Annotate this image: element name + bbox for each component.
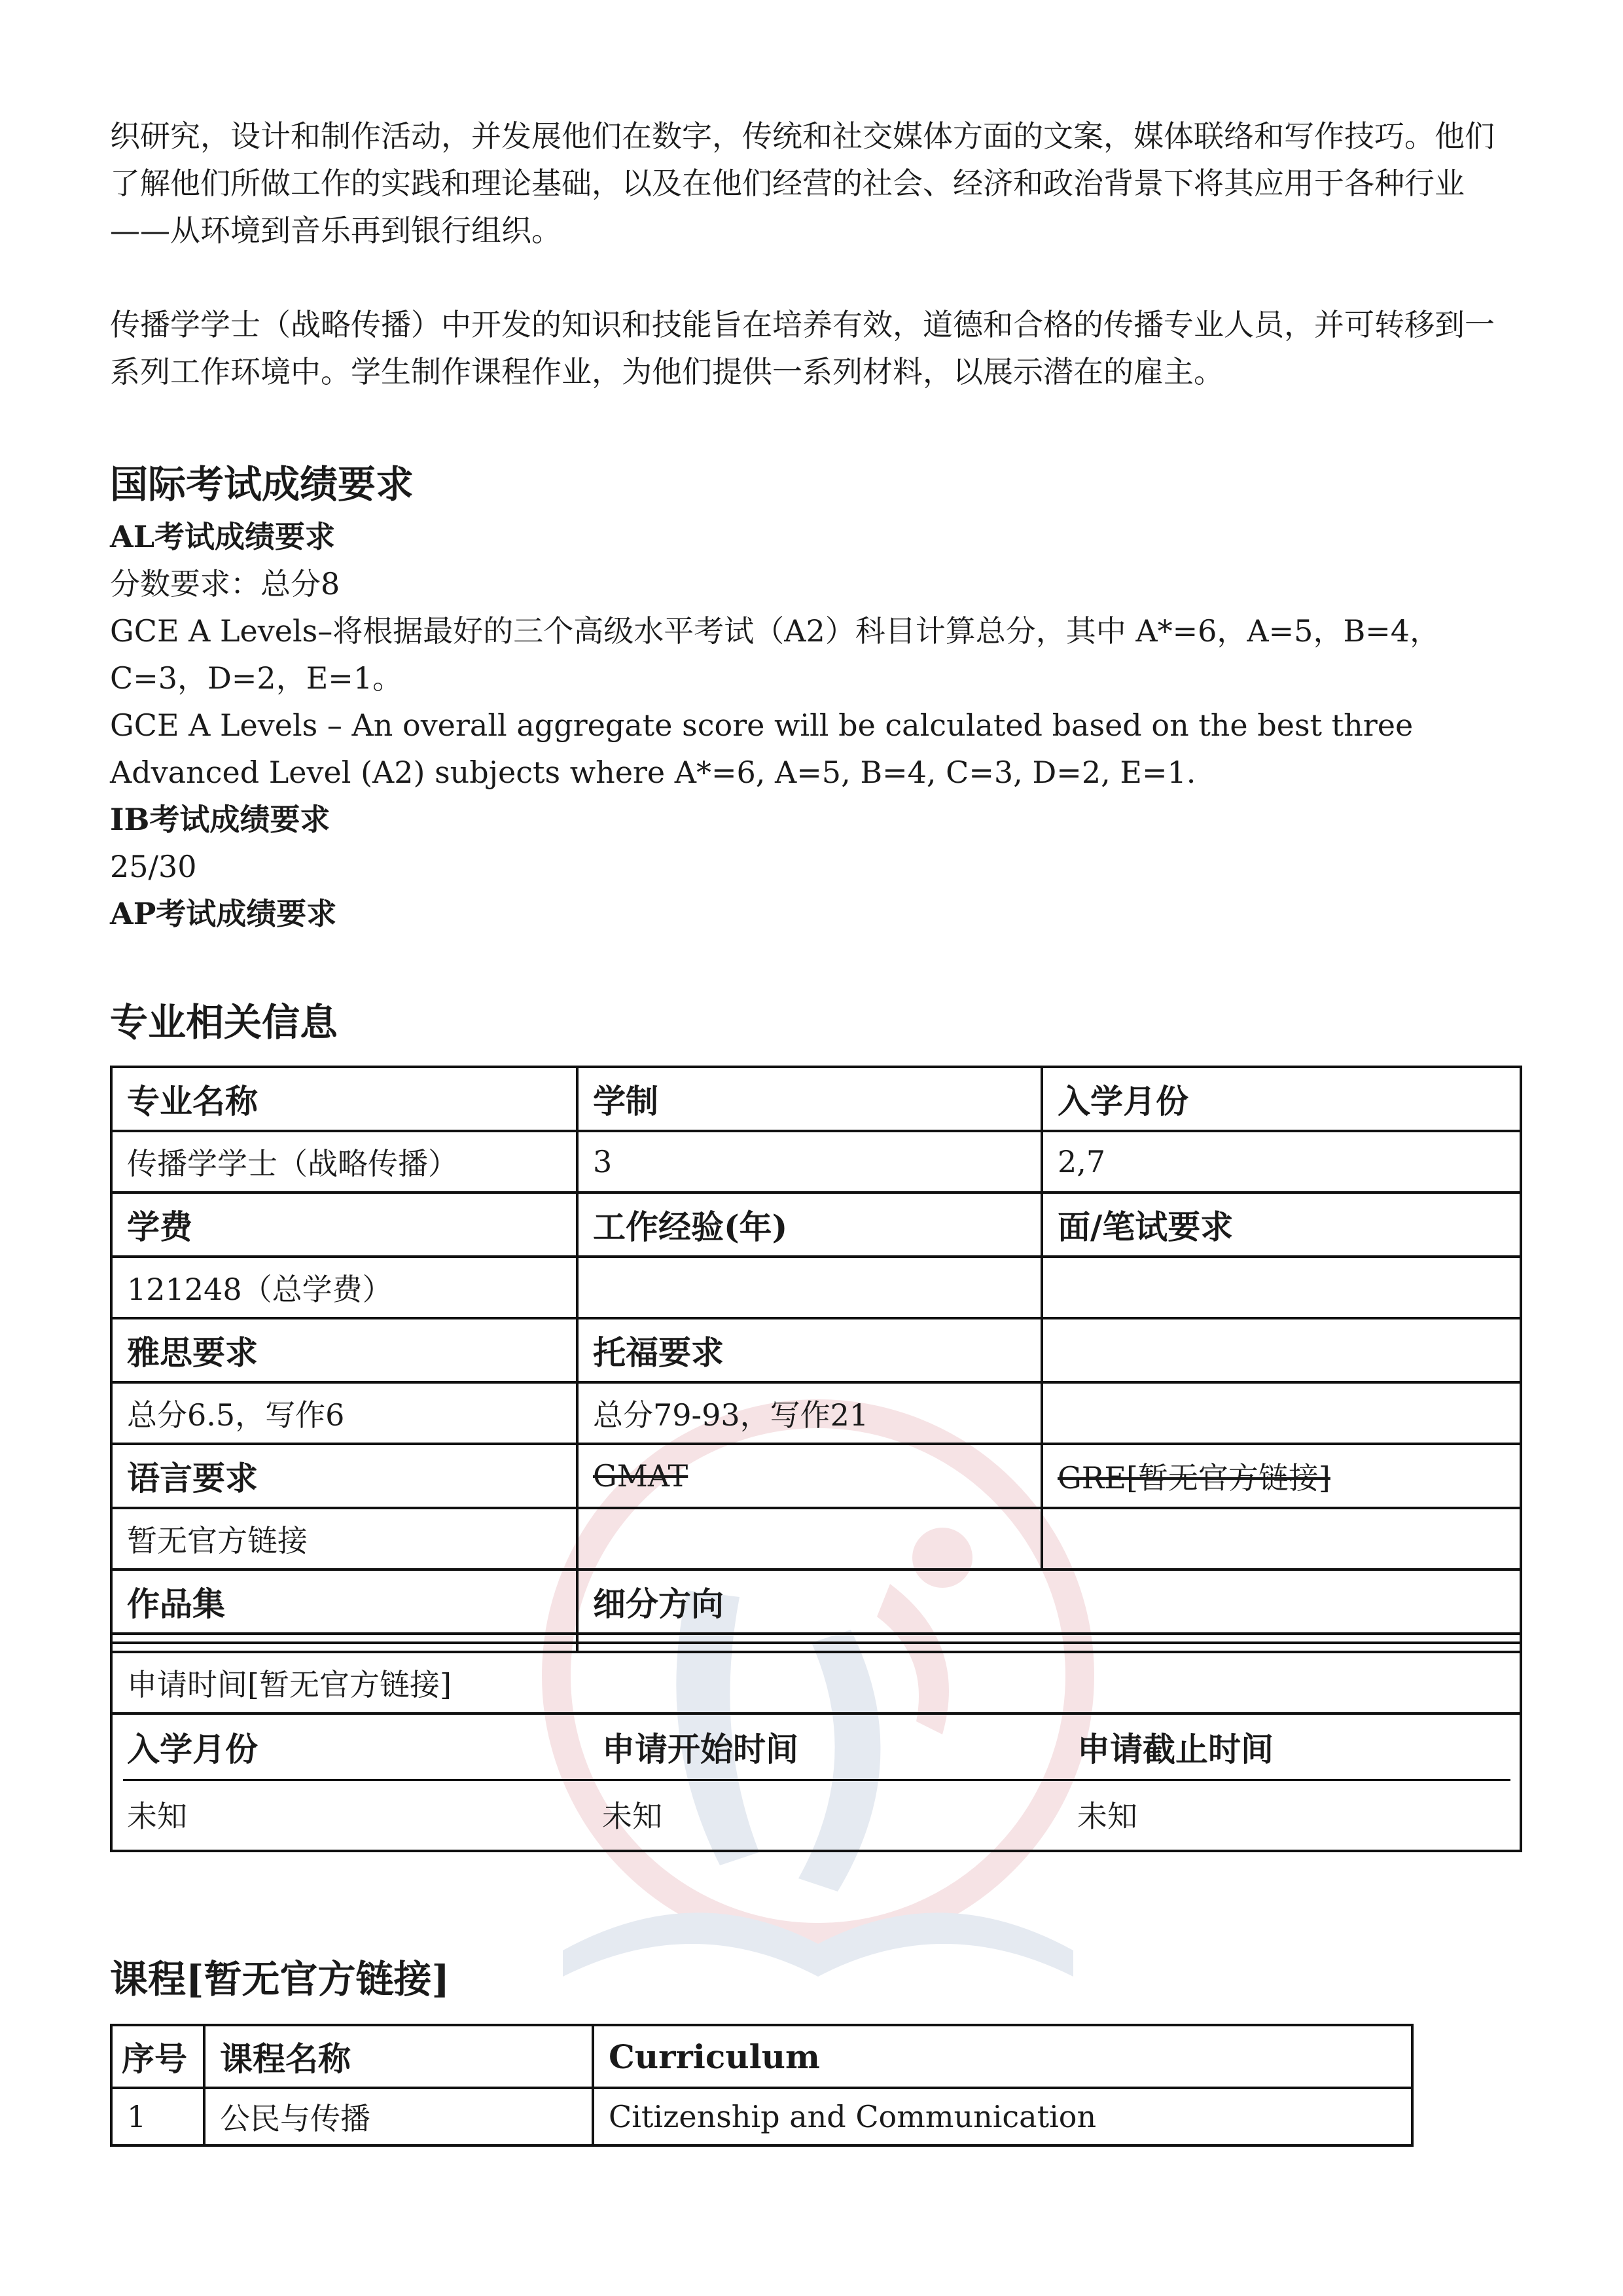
ielts-value: 总分6.5，写作6 xyxy=(127,1397,345,1433)
duration-value: 3 xyxy=(593,1144,613,1179)
toefl-value: 总分79-93，写作21 xyxy=(593,1397,869,1433)
major-section-heading: 专业相关信息 xyxy=(110,1000,338,1045)
header-apply-start: 申请开始时间 xyxy=(602,1730,798,1768)
header-portfolio: 作品集 xyxy=(127,1585,225,1623)
header-curriculum: Curriculum xyxy=(609,2037,820,2076)
header-course-name: 课程名称 xyxy=(220,2039,351,2078)
header-language-requirement: 语言要求 xyxy=(127,1459,258,1498)
header-ielts: 雅思要求 xyxy=(127,1333,258,1372)
gmat-label: GMAT xyxy=(593,1458,688,1494)
gre-label: GRE[暂无官方链接] xyxy=(1058,1460,1330,1496)
al-cn-line-2: C=3，D=2，E=1。 xyxy=(110,660,403,696)
intake-month-value: 2,7 xyxy=(1058,1144,1106,1179)
ib-score: 25/30 xyxy=(110,849,197,884)
header-toefl: 托福要求 xyxy=(593,1333,724,1372)
header-tuition: 学费 xyxy=(127,1208,192,1246)
header-major-name: 专业名称 xyxy=(127,1082,258,1121)
language-requirement-value: 暂无官方链接 xyxy=(127,1523,308,1558)
major-name-value: 传播学学士（战略传播） xyxy=(127,1146,458,1181)
tuition-value: 121248（总学费） xyxy=(127,1272,393,1307)
al-score: 分数要求：总分8 xyxy=(110,566,340,601)
header-duration: 学制 xyxy=(593,1082,658,1121)
header-apply-deadline: 申请截止时间 xyxy=(1077,1730,1274,1768)
course-index: 1 xyxy=(127,2099,147,2134)
al-en-line-2: Advanced Level (A2) subjects where A*=6, A=5, B=4, C=3, D=2, E=1. xyxy=(110,755,1196,790)
al-heading: AL考试成绩要求 xyxy=(110,519,336,554)
header-interview-requirement: 面/笔试要求 xyxy=(1058,1208,1234,1246)
gre-value xyxy=(1043,1509,1520,1568)
application-time-title: 申请时间[暂无官方链接] xyxy=(127,1667,452,1702)
ib-heading: IB考试成绩要求 xyxy=(110,802,330,837)
empty-cell xyxy=(1043,1319,1520,1381)
apply-start-value: 未知 xyxy=(602,1799,662,1834)
gmat-value xyxy=(579,1509,1041,1568)
intro-paragraph-2: 传播学学士（战略传播）中开发的知识和技能旨在培养有效，道德和合格的传播专业人员，并可转移到一系列工作环境中。学生制作课程作业，为他们提供一系列材料，以展示潜在的雇主。 xyxy=(110,307,1495,389)
apply-deadline-value: 未知 xyxy=(1077,1799,1137,1834)
course-name: 公民与传播 xyxy=(220,2101,370,2136)
header-specialization: 细分方向 xyxy=(593,1585,724,1623)
al-cn-line-1: GCE A Levels–将根据最好的三个高级水平考试（A2）科目计算总分，其中 A*=6，A=5，B=4， xyxy=(110,613,1440,649)
interview-requirement-value xyxy=(1043,1258,1520,1317)
header-work-experience: 工作经验(年) xyxy=(593,1208,788,1246)
course-curriculum: Citizenship and Communication xyxy=(609,2099,1097,2134)
exam-section-heading: 国际考试成绩要求 xyxy=(110,462,414,507)
apply-intake-month-value: 未知 xyxy=(127,1799,187,1834)
ap-heading: AP考试成绩要求 xyxy=(110,896,337,931)
work-experience-value xyxy=(579,1258,1041,1317)
empty-cell xyxy=(1043,1384,1520,1443)
al-en-line-1: GCE A Levels – An overall aggregate score will be calculated based on the best three xyxy=(110,708,1414,743)
header-apply-intake-month: 入学月份 xyxy=(127,1730,258,1768)
intro-paragraph-1: 织研究，设计和制作活动，并发展他们在数字，传统和社交媒体方面的文案，媒体联络和写作技巧。他们了解他们所做工作的实践和理论基础，以及在他们经营的社会、经济和政治背景下将其应用于各种行业——从环境到音乐再到银行组织。 xyxy=(110,118,1495,248)
courses-section-heading: 课程[暂无官方链接] xyxy=(110,1957,450,2001)
header-index: 序号 xyxy=(122,2039,187,2078)
header-intake-month: 入学月份 xyxy=(1058,1082,1188,1121)
